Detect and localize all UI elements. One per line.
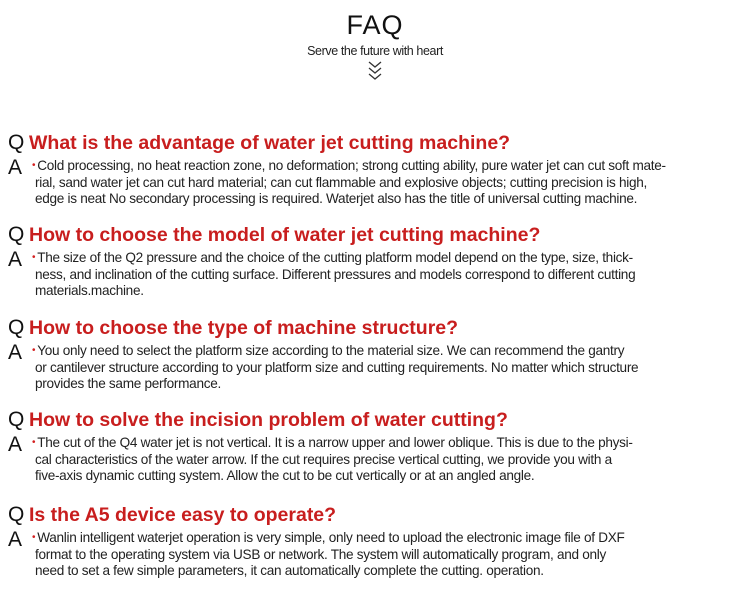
page-subtitle: Serve the future with heart	[307, 44, 443, 58]
bullet-icon: •	[32, 437, 36, 448]
answer-line: provides the same performance.	[35, 376, 221, 391]
faq-answer	[32, 530, 738, 580]
bullet-icon: •	[32, 345, 36, 356]
faq-question: Is the A5 device easy to operate?	[29, 504, 337, 526]
bullet-icon: •	[32, 252, 36, 263]
answer-line: • The size of the Q2 pressure and the choice of the cutting platform model depend on the type, size, thick-	[32, 250, 633, 265]
faq-answer	[32, 435, 738, 485]
answer-line: • The cut of the Q4 water jet is not vertical. It is a narrow upper and lower oblique. This is due to the physi-	[32, 435, 633, 450]
faq-question: How to solve the incision problem of water cutting?	[29, 409, 508, 431]
faq-answer	[32, 158, 738, 208]
faq-question: How to choose the model of water jet cutting machine?	[29, 224, 541, 246]
a-marker: A	[8, 156, 23, 179]
faq-answer	[32, 250, 738, 300]
faq-header	[0, 8, 750, 89]
answer-line: format to the operating system via USB or network. The system will automatically program, and only	[35, 546, 606, 562]
answer-line: • Wanlin intelligent waterjet operation is very simple, only need to upload the electronic image file of DXF	[32, 530, 625, 545]
chevron-down-icon	[0, 60, 750, 84]
faq-answer	[32, 343, 738, 393]
page-title: FAQ	[346, 10, 404, 40]
answer-line: cal characteristics of the water arrow. If the cut requires precise vertical cutting, we provide you with a	[35, 451, 612, 467]
q-marker: Q	[8, 131, 25, 154]
faq-question: What is the advantage of water jet cutting machine?	[29, 132, 511, 154]
answer-line: or cantilever structure according to your platform size and cutting requirements. No matter which structure	[35, 359, 639, 375]
a-marker: A	[8, 528, 23, 551]
bullet-icon: •	[32, 160, 36, 171]
q-marker: Q	[8, 223, 25, 246]
a-marker: A	[8, 341, 23, 364]
answer-line: • Cold processing, no heat reaction zone, no deformation; strong cutting ability, pure water jet can cut soft mate-	[32, 158, 666, 173]
a-marker: A	[8, 433, 23, 456]
answer-line: need to set a few simple parameters, it can automatically complete the cutting. operation.	[35, 563, 544, 578]
a-marker: A	[8, 248, 23, 271]
q-marker: Q	[8, 503, 25, 526]
answer-line: rial, sand water jet can cut hard material; can cut flammable and explosive objects; cutting precision is high,	[35, 174, 647, 190]
answer-line: five-axis dynamic cutting system. Allow the cut to be cut vertically or at an angled angle.	[35, 468, 535, 483]
answer-line: edge is neat No secondary processing is required. Waterjet also has the title of universal cutting machine.	[35, 191, 638, 206]
answer-line: materials.machine.	[35, 283, 144, 298]
answer-line: • You only need to select the platform size according to the material size. We can recommend the gantry	[32, 343, 625, 358]
faq-question: How to choose the type of machine structure?	[29, 317, 459, 339]
bullet-icon: •	[32, 532, 36, 543]
q-marker: Q	[8, 316, 25, 339]
q-marker: Q	[8, 408, 25, 431]
answer-line: ness, and inclination of the cutting surface. Different pressures and models correspond to different cutting	[35, 266, 636, 282]
